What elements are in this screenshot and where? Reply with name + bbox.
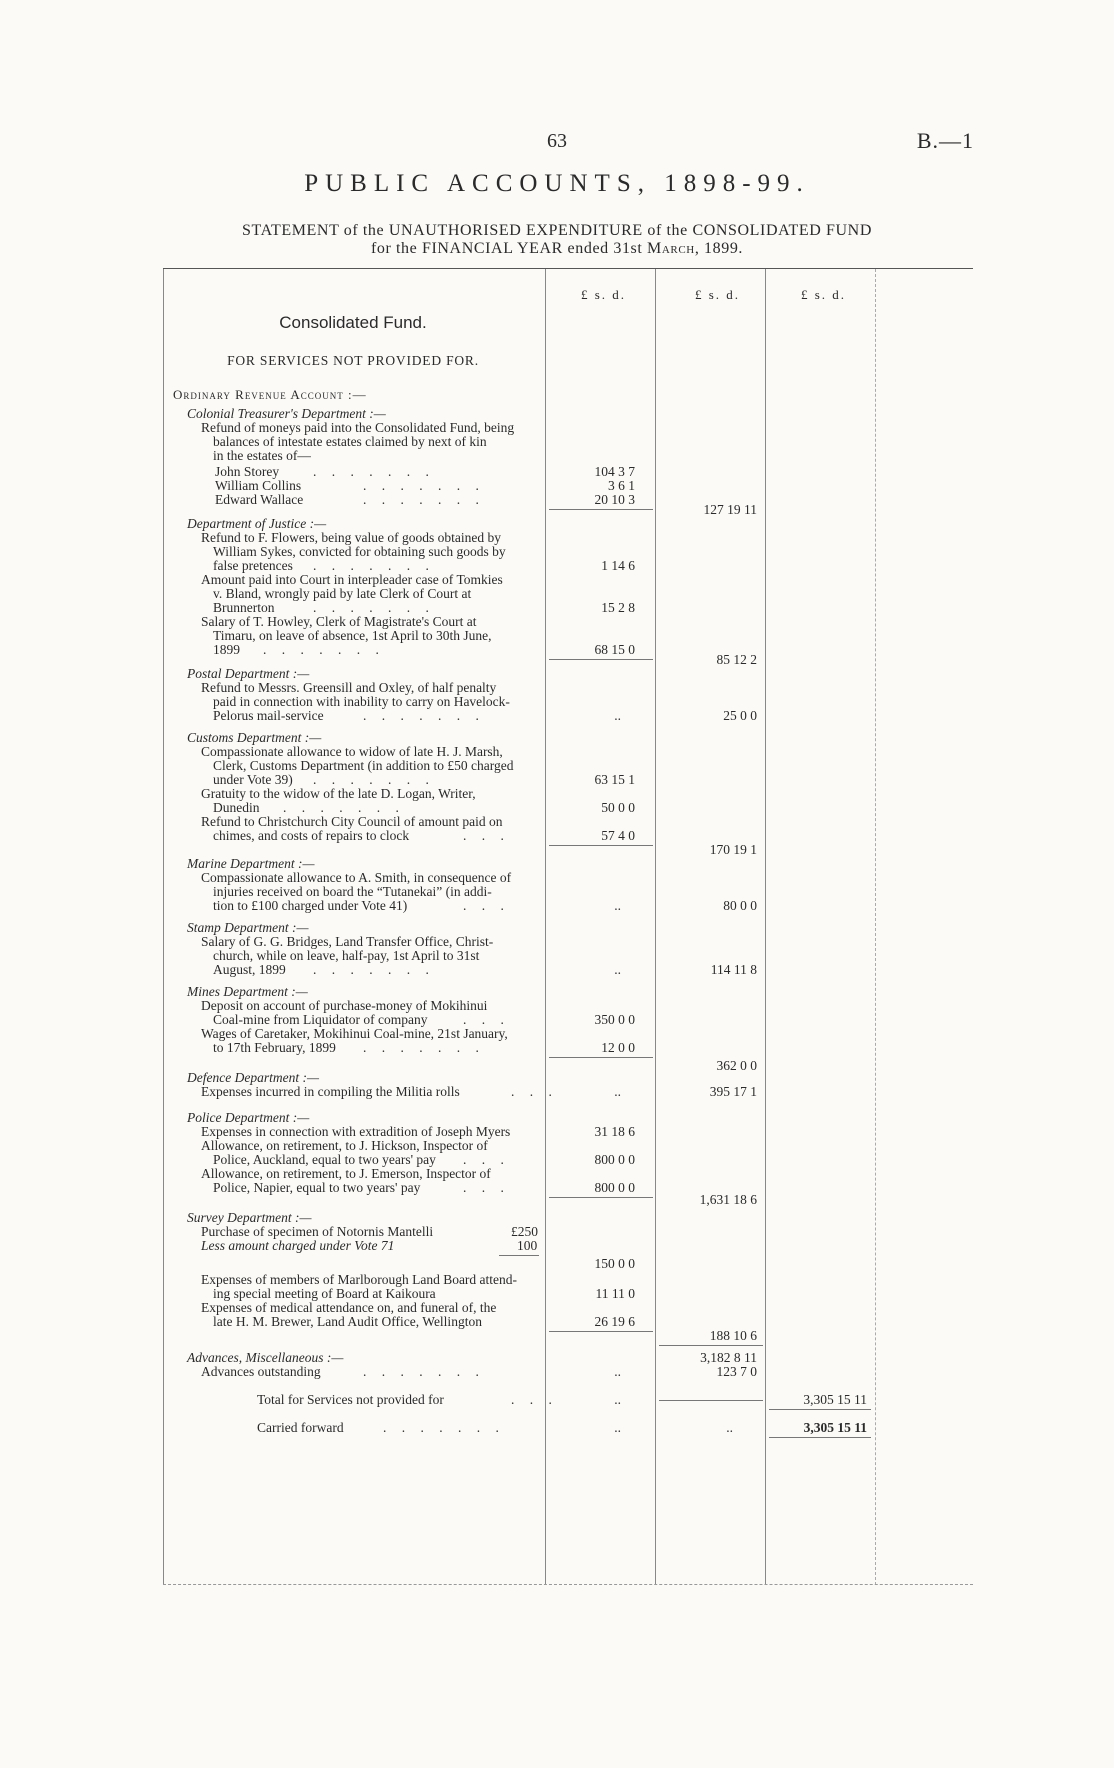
marine-total: 80 0 0 (723, 898, 757, 913)
dept-heading-colonial: Colonial Treasurer's Department :— (187, 406, 386, 421)
subtitle-month: March (647, 240, 695, 257)
page-title: PUBLIC ACCOUNTS, 1898-99. (304, 170, 810, 197)
justice-amount-3: 68 15 0 (594, 642, 635, 657)
stamp-desc-3: August, 1899 (213, 962, 286, 977)
police-amount-1: 31 18 6 (594, 1124, 635, 1139)
colonial-dots-3: . . . . . . . (363, 492, 485, 507)
justice-desc-3a: Salary of T. Howley, Clerk of Magistrate's Court at (201, 614, 477, 629)
justice-amount-2: 15 2 8 (601, 600, 635, 615)
justice-subtotal-rule (549, 659, 653, 660)
mines-amount-2: 12 0 0 (601, 1040, 635, 1055)
defence-dots: . . . (511, 1084, 558, 1099)
table-bottom-border (163, 1584, 973, 1585)
police-desc-2b: Police, Auckland, equal to two years' pay (213, 1152, 436, 1167)
dept-heading-marine: Marine Department :— (187, 856, 315, 871)
advances-running-sum: 3,182 8 11 (700, 1350, 757, 1365)
colonial-dots-1: . . . . . . . (313, 464, 435, 479)
police-desc-2a: Allowance, on retirement, to J. Hickson, Inspector of (201, 1138, 488, 1153)
justice-desc-2c: Brunnerton (213, 600, 275, 615)
survey-amount-2: 11 11 0 (595, 1286, 635, 1301)
advances-total: 123 7 0 (716, 1364, 757, 1379)
survey-subtotal-rule (549, 1331, 653, 1332)
justice-dots-3: . . . . . . . (263, 642, 385, 657)
dept-heading-justice: Department of Justice :— (187, 516, 327, 531)
subtitle-line-2-start: for the FINANCIAL YEAR ended 31st (370, 240, 648, 257)
justice-desc-1a: Refund to F. Flowers, being value of goods obtained by (201, 530, 502, 545)
customs-desc-2b: Dunedin (213, 800, 260, 815)
colonial-total: 127 19 11 (703, 502, 757, 517)
column-header-2: £ s. d. (695, 287, 741, 302)
police-total: 1,631 18 6 (699, 1192, 757, 1207)
postal-desc-2: paid in connection with inability to carry on Havelock- (213, 694, 510, 709)
stamp-dots: . . . . . . . (313, 962, 435, 977)
colonial-amount-2: 3 6 1 (608, 478, 635, 493)
statement-subtitle (0, 222, 1114, 258)
survey-desc-2b: ing special meeting of Board at Kaikoura (213, 1286, 436, 1301)
customs-dots-3: . . . (463, 828, 510, 843)
justice-dots-1: . . . . . . . (313, 558, 435, 573)
mines-subtotal-rule (549, 1057, 653, 1058)
dept-heading-customs: Customs Department :— (187, 730, 322, 745)
colonial-desc-3: in the estates of— (213, 448, 311, 463)
stamp-total: 114 11 8 (710, 962, 757, 977)
mines-desc-2a: Wages of Caretaker, Mokihinui Coal-mine, 21st January, (201, 1026, 508, 1041)
customs-amount-2: 50 0 0 (601, 800, 635, 815)
survey-amount-3: 26 19 6 (594, 1314, 635, 1329)
subtitle-line-2-end: , 1899. (694, 240, 744, 257)
postal-total: 25 0 0 (723, 708, 757, 723)
survey-total: 188 10 6 (709, 1328, 757, 1343)
colonial-desc-1: Refund of moneys paid into the Consolidated Fund, being (201, 420, 515, 435)
survey-desc-1b-text: Less amount charged under Vote 71 (201, 1238, 395, 1253)
colonial-name-1: John Storey (215, 464, 280, 479)
dept-heading-postal: Postal Department :— (187, 666, 310, 681)
colonial-name-2: William Collins (215, 478, 302, 493)
marine-amount: .. (614, 898, 621, 913)
colonial-desc-2: balances of intestate estates claimed by next of kin (213, 434, 487, 449)
justice-total: 85 12 2 (716, 652, 757, 667)
police-desc-3b: Police, Napier, equal to two years' pay (213, 1180, 421, 1195)
colonial-amount-1: 104 3 7 (594, 464, 635, 479)
dept-heading-advances: Advances, Miscellaneous :— (187, 1350, 344, 1365)
stamp-amount: .. (614, 962, 621, 977)
customs-total: 170 19 1 (709, 842, 757, 857)
column-header-3: £ s. d. (801, 287, 847, 302)
customs-desc-1b: Clerk, Customs Department (in addition to £50 charged (213, 758, 514, 773)
survey-desc-3 (201, 1301, 561, 1329)
advances-desc-1: Advances outstanding (201, 1364, 321, 1379)
column-header-1: £ s. d. (581, 287, 627, 302)
table-border-left (163, 269, 164, 1585)
police-subtotal-rule (549, 1197, 653, 1198)
section-title: Consolidated Fund. (279, 313, 427, 332)
dept-heading-stamp: Stamp Department :— (187, 920, 309, 935)
justice-desc-1c: false pretences (213, 558, 293, 573)
customs-amount-1: 63 15 1 (594, 772, 635, 787)
total-dots: . . . (511, 1392, 558, 1407)
colonial-subtotal-rule (549, 509, 653, 510)
customs-amount-3: 57 4 0 (601, 828, 635, 843)
stamp-desc-2: church, while on leave, half-pay, 1st April to 31st (213, 948, 480, 963)
marine-desc-1: Compassionate allowance to A. Smith, in consequence of (201, 870, 512, 885)
dept-heading-mines: Mines Department :— (187, 984, 308, 999)
carried-dots: . . . . . . . (383, 1420, 505, 1435)
police-desc-1 (201, 1125, 561, 1139)
customs-subtotal-rule (549, 845, 653, 846)
customs-desc-3b: chimes, and costs of repairs to clock (213, 828, 410, 843)
advances-dots: . . . . . . . (363, 1364, 485, 1379)
mines-amount-1: 350 0 0 (594, 1012, 635, 1027)
carried-col1-placeholder: .. (614, 1420, 621, 1435)
total-label: Total for Services not provided for (257, 1392, 444, 1407)
defence-total: 395 17 1 (709, 1084, 757, 1099)
colonial-amount-3: 20 10 3 (594, 492, 635, 507)
defence-amount: .. (614, 1084, 621, 1099)
mines-desc-1b: Coal-mine from Liquidator of company (213, 1012, 428, 1027)
dept-heading-survey: Survey Department :— (187, 1210, 312, 1225)
defence-desc-1: Expenses incurred in compiling the Militia rolls (201, 1084, 460, 1099)
mines-dots-1: . . . (463, 1012, 510, 1027)
total-rule (659, 1400, 763, 1401)
justice-desc-3c: 1899 (213, 642, 240, 657)
customs-desc-1c: under Vote 39) (213, 772, 293, 787)
justice-desc-3b: Timaru, on leave of absence, 1st April to 30th June, (213, 628, 492, 643)
advances-top-rule (659, 1345, 763, 1346)
police-desc-1a: Expenses in connection with extradition of Joseph Myers (201, 1124, 511, 1139)
colonial-desc (201, 421, 541, 463)
police-amount-3: 800 0 0 (594, 1180, 635, 1195)
defence-desc (201, 1085, 561, 1099)
customs-desc-1a: Compassionate allowance to widow of late H. J. Marsh, (201, 744, 503, 759)
police-amount-2: 800 0 0 (594, 1152, 635, 1167)
subtitle-line-2 (0, 240, 1114, 258)
mines-dots-2: . . . . . . . (363, 1040, 485, 1055)
justice-desc-2b: v. Bland, wrongly paid by late Clerk of Court at (213, 586, 472, 601)
document-reference: B.—1 (916, 128, 974, 153)
marine-desc-2: injuries received on board the “Tutanekai” (in addi- (213, 884, 492, 899)
carried-col2-placeholder: .. (726, 1420, 733, 1435)
postal-desc-1: Refund to Messrs. Greensill and Oxley, of half penalty (201, 680, 497, 695)
customs-dots-2: . . . . . . . (283, 800, 405, 815)
customs-dots-1: . . . . . . . (313, 772, 435, 787)
carried-underline (769, 1437, 871, 1438)
expenditure-table (163, 268, 973, 1585)
account-heading: Ordinary Revenue Account :— (173, 387, 367, 402)
survey-desc-3a: Expenses of medical attendance on, and funeral of, the (201, 1300, 497, 1315)
justice-amount-1: 1 14 6 (601, 558, 635, 573)
postal-amount: .. (614, 708, 621, 723)
postal-dots: . . . . . . . (363, 708, 485, 723)
survey-desc-2 (201, 1273, 561, 1301)
survey-amount-1: 150 0 0 (594, 1256, 635, 1271)
survey-inline-rule (499, 1255, 539, 1256)
survey-vote-amount: 100 (517, 1238, 538, 1253)
marine-dots: . . . (463, 898, 510, 913)
justice-desc-1b: William Sykes, convicted for obtaining such goods by (213, 544, 506, 559)
police-desc-3a: Allowance, on retirement, to J. Emerson, Inspector of (201, 1166, 491, 1181)
survey-price: £250 (511, 1224, 538, 1239)
survey-desc-3b: late H. M. Brewer, Land Audit Office, Wellington (213, 1314, 482, 1329)
customs-desc-2a: Gratuity to the widow of the late D. Logan, Writer, (201, 786, 476, 801)
column-divider-4 (875, 269, 876, 1585)
colonial-name-3: Edward Wallace (215, 492, 304, 507)
mines-total: 362 0 0 (716, 1058, 757, 1073)
police-dots-2: . . . (463, 1152, 510, 1167)
subtitle-line-1: STATEMENT of the UNAUTHORISED EXPENDITURE of the CONSOLIDATED FUND (242, 222, 872, 239)
column-divider-3 (765, 269, 766, 1585)
advances-amount: .. (614, 1364, 621, 1379)
mines-desc-1a: Deposit on account of purchase-money of Mokihinui (201, 998, 488, 1013)
survey-desc-1a (201, 1225, 501, 1239)
customs-desc-3a: Refund to Christchurch City Council of amount paid on (201, 814, 503, 829)
page-number: 63 (547, 130, 567, 152)
dept-heading-defence: Defence Department :— (187, 1070, 319, 1085)
survey-desc-1a-text: Purchase of specimen of Notornis Mantelli (201, 1224, 434, 1239)
justice-desc-2a: Amount paid into Court in interpleader case of Tomkies (201, 572, 503, 587)
stamp-desc-1: Salary of G. G. Bridges, Land Transfer Office, Christ- (201, 934, 494, 949)
colonial-dots-2: . . . . . . . (363, 478, 485, 493)
postal-desc-3: Pelorus mail-service (213, 708, 324, 723)
section-subtitle: FOR SERVICES NOT PROVIDED FOR. (227, 353, 479, 368)
total-col1-placeholder: .. (614, 1392, 621, 1407)
total-underline (769, 1409, 871, 1410)
carried-forward-label: Carried forward (257, 1420, 344, 1435)
mines-desc-2b: to 17th February, 1899 (213, 1040, 336, 1055)
police-dots-3: . . . (463, 1180, 510, 1195)
survey-desc-2a: Expenses of members of Marlborough Land Board attend- (201, 1272, 518, 1287)
carried-forward-value: 3,305 15 11 (803, 1420, 867, 1435)
survey-desc-1b (201, 1239, 501, 1253)
marine-desc-3: tion to £100 charged under Vote 41) (213, 898, 408, 913)
justice-dots-2: . . . . . . . (313, 600, 435, 615)
dept-heading-police: Police Department :— (187, 1110, 310, 1125)
total-value: 3,305 15 11 (803, 1392, 867, 1407)
